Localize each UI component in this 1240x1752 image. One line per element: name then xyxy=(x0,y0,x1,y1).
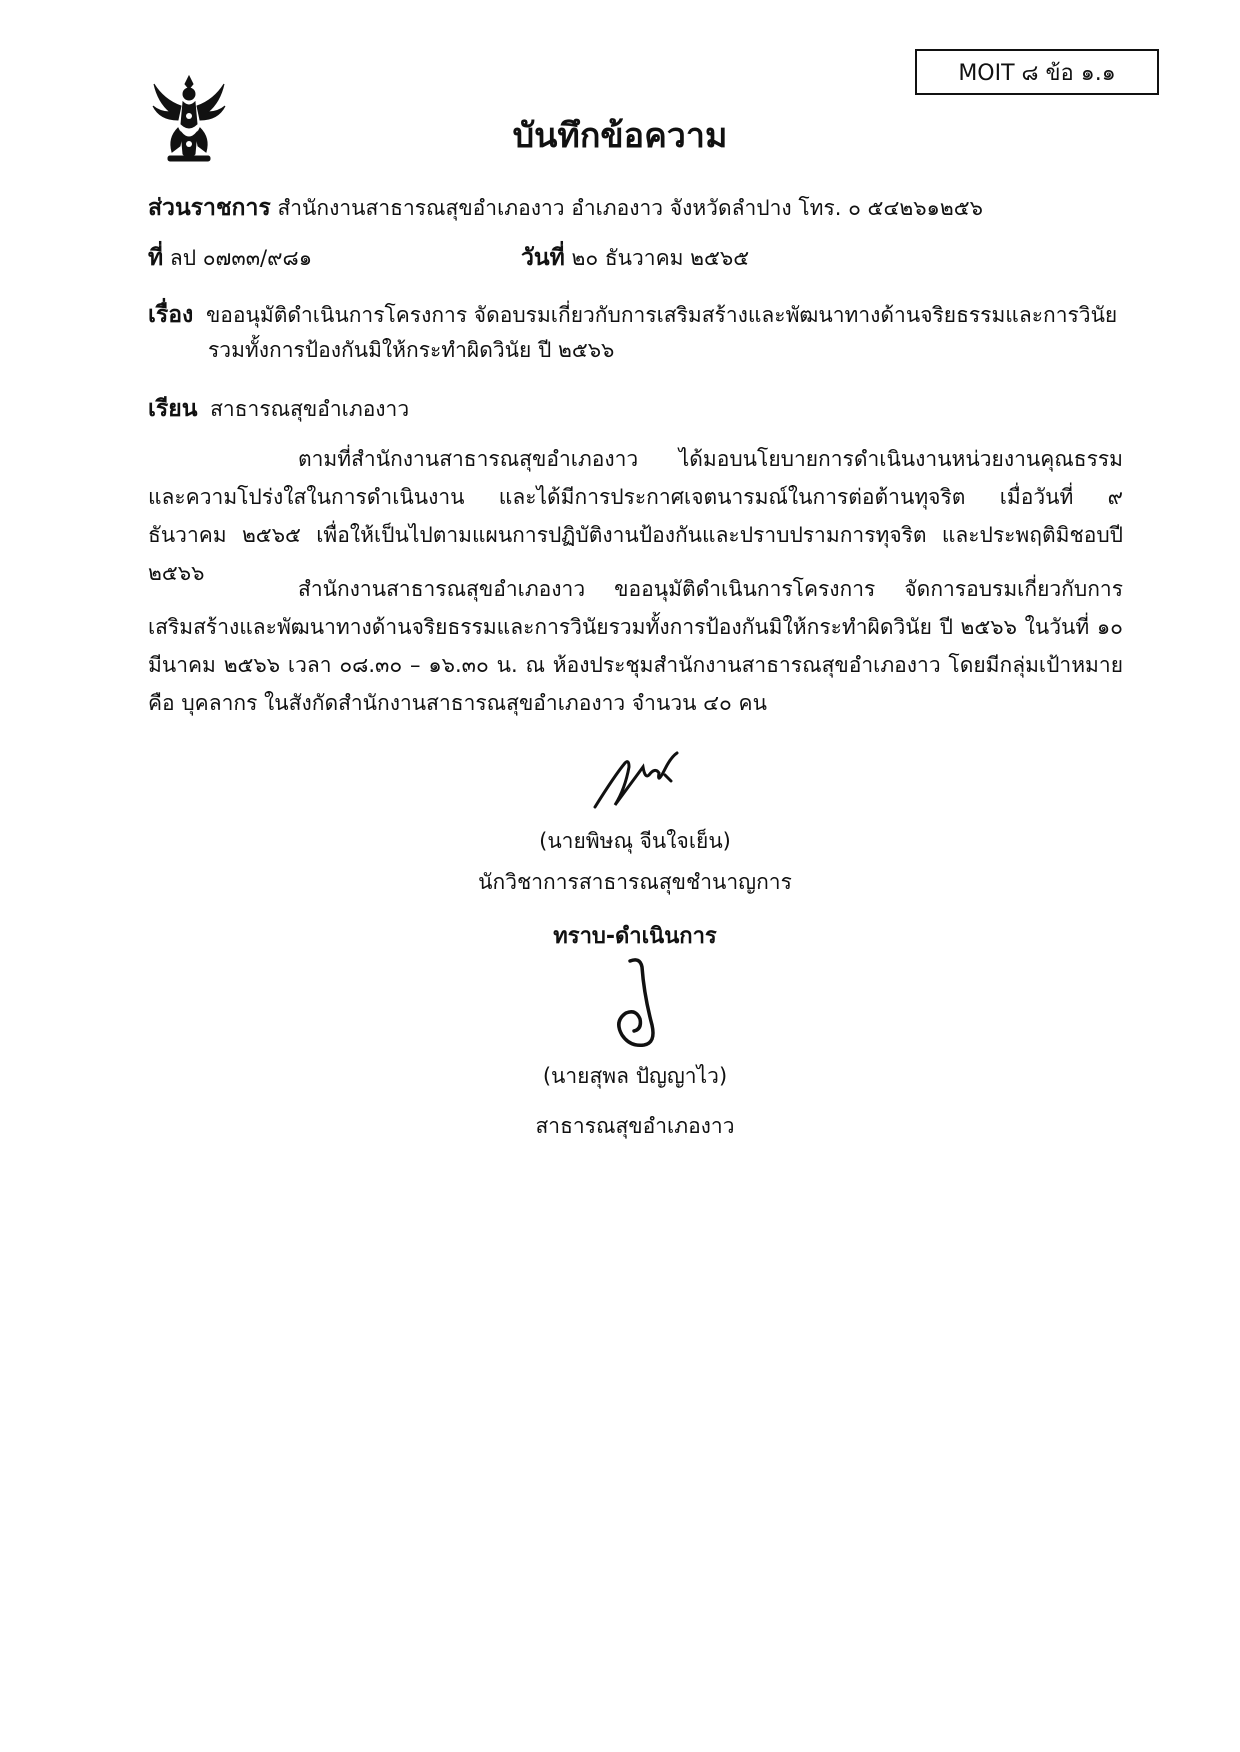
date-value: ๒๐ ธันวาคม ๒๕๖๕ xyxy=(571,246,750,270)
subject-line-1 xyxy=(148,297,1117,333)
addressee-line xyxy=(148,391,409,427)
agency-value: สำนักงานสาธารณสุขอำเภองาว อำเภองาว จังหวัดลำปาง โทร. ๐ ๕๔๒๖๑๒๕๖ xyxy=(277,196,983,220)
subject-text-1: ขออนุมัติดำเนินการโครงการ จัดอบรมเกี่ยวกับการเสริมสร้างและพัฒนาทางด้านจริยธรรมและการวินัย xyxy=(205,303,1118,327)
signatory-2-position: สาธารณสุขอำเภองาว xyxy=(535,1114,735,1138)
subject-line-2: รวมทั้งการป้องกันมิให้กระทำผิดวินัย ปี ๒๕๖๖ xyxy=(208,338,615,362)
paragraph-1-text: ตามที่สำนักงานสาธารณสุขอำเภองาว ได้มอบนโยบายการดำเนินงานหน่วยงานคุณธรรม และความโปร่งใสในการดำเนินงาน และได้มีการประกาศเจตนารมณ์ในการต่อต้านทุจริต เมื่อวันที่ ๙ ธันวาคม ๒๕๖๕ เพื่อให้เป็นไปตามแผนการปฏิบัติงานป้องกันและปราบปรามการทุจริต และประพฤติมิชอบปี ๒๕๖๖ xyxy=(148,447,1123,585)
paragraph-2-text: สำนักงานสาธารณสุขอำเภองาว ขออนุมัติดำเนินการโครงการ จัดการอบรมเกี่ยวกับการเสริมสร้างและพัฒนาทางด้านจริยธรรมและการวินัยรวมทั้งการป้องกันมิให้กระทำผิดวินัย ปี ๒๕๖๖ ในวันที่ ๑๐ มีนาคม ๒๕๖๖ เวลา ๐๘.๓๐ – ๑๖.๓๐ น. ณ ห้องประชุมสำนักงานสาธารณสุขอำเภองาว โดยมีกลุ่มเป้าหมาย คือ บุคลากร ในสังกัดสำนักงานสาธารณสุขอำเภองาว จำนวน ๔๐ คน xyxy=(148,577,1123,715)
date-line xyxy=(521,240,749,276)
signature-1-mark xyxy=(585,745,695,815)
signatory-1-position: นักวิชาการสาธารณสุขชำนาญการ xyxy=(478,870,792,894)
moit-label-box xyxy=(915,49,1159,95)
to-label: เรียน xyxy=(148,396,198,422)
agency-label: ส่วนราชการ xyxy=(148,195,271,221)
subject-label: เรื่อง xyxy=(148,302,194,328)
date-label: วันที่ xyxy=(521,245,565,271)
document-title: บันทึกข้อความ xyxy=(512,116,728,156)
agency-line xyxy=(148,190,983,226)
signature-2-mark xyxy=(600,955,670,1050)
signatory-1-name: (นายพิษณุ จีนใจเย็น) xyxy=(539,829,731,853)
signatory-2-name: (นายสุพล ปัญญาไว) xyxy=(542,1064,728,1088)
approval-text: ทราบ-ดำเนินการ xyxy=(553,924,717,949)
to-value: สาธารณสุขอำเภองาว xyxy=(210,397,410,421)
reference-line xyxy=(148,240,312,276)
ref-label: ที่ xyxy=(148,245,164,271)
body-paragraph-2 xyxy=(148,570,1123,722)
ref-value: ลป ๐๗๓๓/๙๘๑ xyxy=(169,246,313,270)
moit-label: MOIT ๘ ข้อ ๑.๑ xyxy=(958,60,1116,86)
